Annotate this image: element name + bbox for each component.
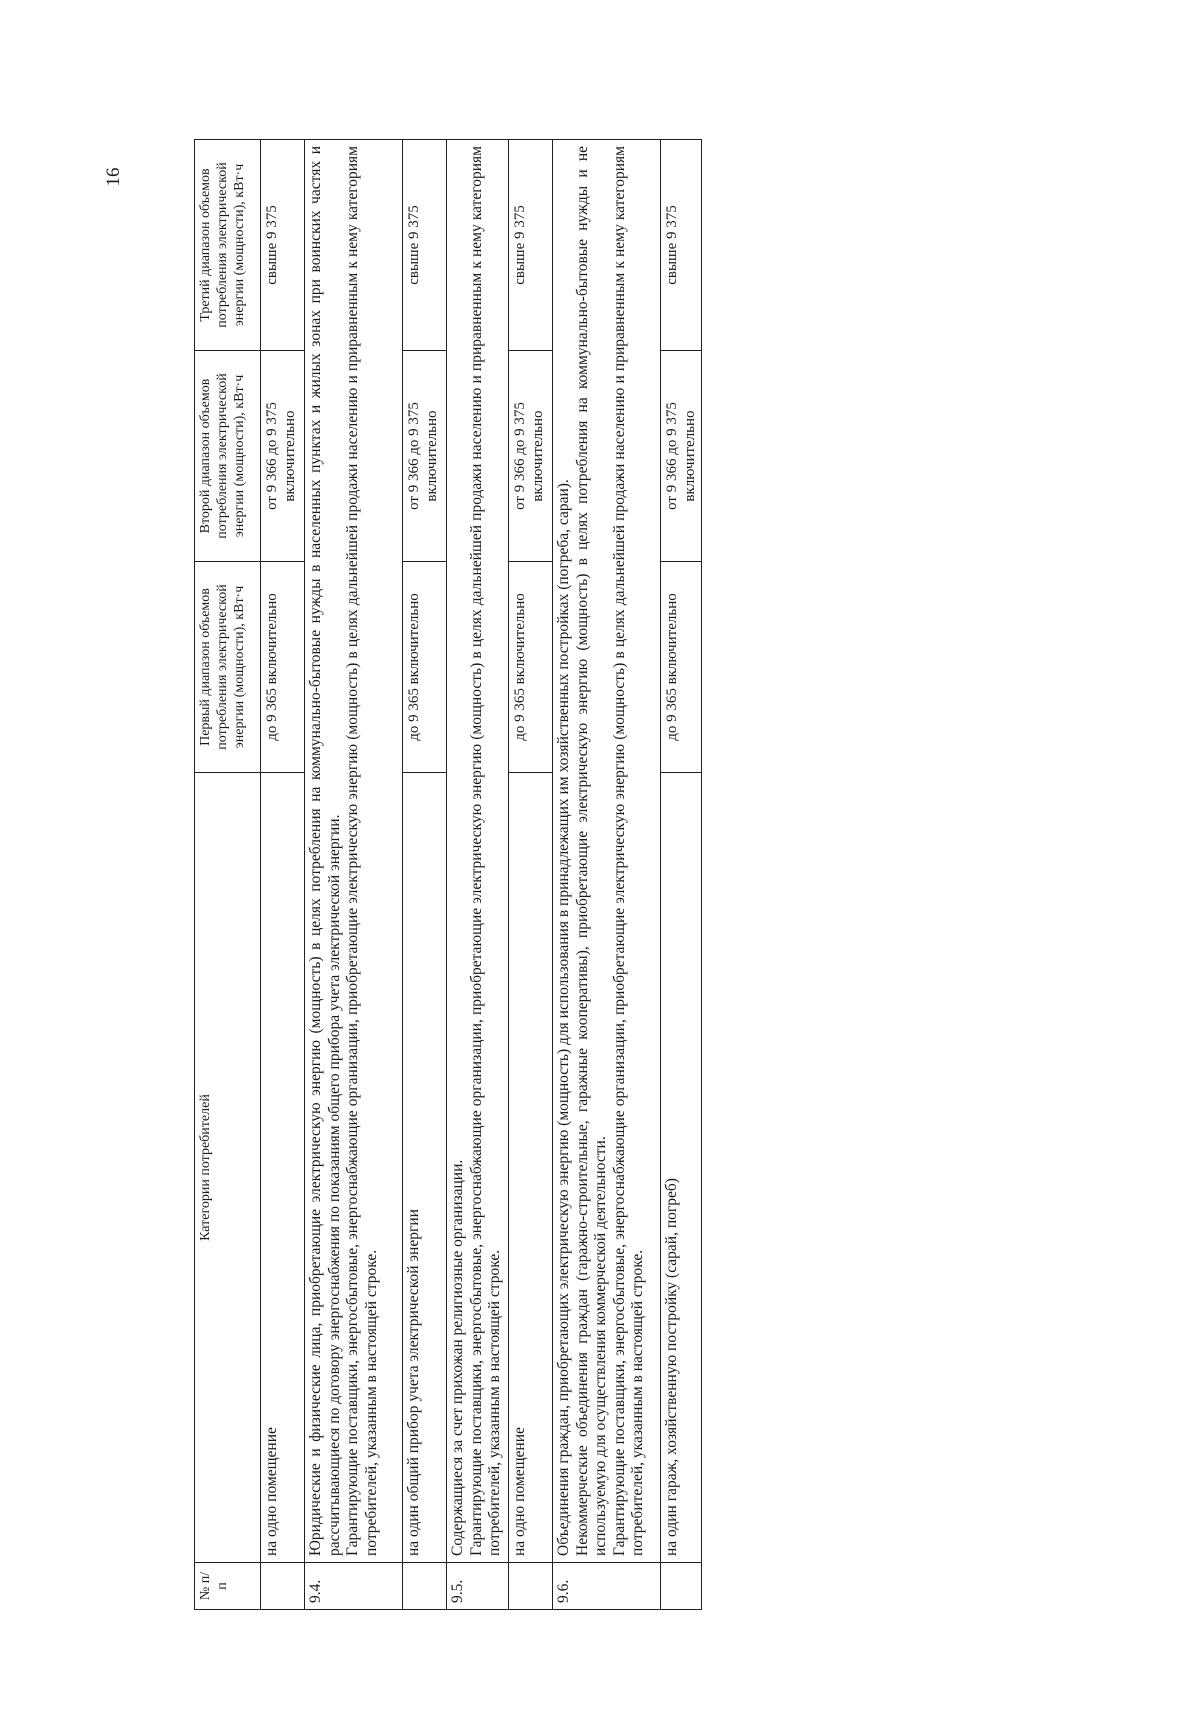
- row-category: на одно помещение: [261, 773, 305, 1563]
- row-number: [509, 1563, 553, 1610]
- description-paragraph: Объединения граждан, приобретающих электрическую энергию (мощность) для использования в принадлежащих им хозяйственных постройках (погреба, сараи).: [555, 479, 572, 1556]
- description-paragraph: Содержащиеся за счет прихожан религиозные организации.: [449, 1159, 466, 1556]
- page-number: 16: [103, 167, 124, 187]
- row-category: на один общий прибор учета электрической энергии: [403, 773, 447, 1563]
- row-description: [447, 140, 509, 1563]
- table-row: [509, 140, 553, 1610]
- third-range-value: свыше 9 375: [261, 140, 305, 351]
- table-row: [661, 140, 702, 1610]
- table-row: [261, 140, 305, 1610]
- table-row: [403, 140, 447, 1610]
- second-range-value: от 9 366 до 9 375 включительно: [509, 351, 553, 562]
- header-first-range: Первый диапазон объемов потребления электрической энергии (мощности), кВт·ч: [195, 562, 261, 773]
- table-row: [447, 140, 509, 1610]
- description-paragraph: Гарантирующие поставщики, энергосбытовые, энергоснабжающие организации, приобретающие электрическую энергию (мощность) в целях дальнейшей продажи населению и приравненным к нему категориям потребителей, указанным в настоящей строке.: [467, 146, 504, 1556]
- first-range-value: до 9 365 включительно: [261, 562, 305, 773]
- description-paragraph: Гарантирующие поставщики, энергосбытовые, энергоснабжающие организации, приобретающие электрическую энергию (мощность) в целях дальнейшей продажи населению и приравненным к нему категориям потребителей, указанным в настоящей строке.: [610, 146, 647, 1556]
- row-description: [305, 140, 403, 1563]
- second-range-value: от 9 366 до 9 375 включительно: [261, 351, 305, 562]
- header-category: Категории потребителей: [195, 773, 261, 1563]
- description-paragraph: Некоммерческие объединения граждан (гаражно-строительные, гаражные кооперативы), приобретающие электрическую энергию (мощность) в целях потребления на коммунально-бытовые нужды и не используемую для осуществления коммерческой деятельности.: [573, 146, 610, 1556]
- consumption-table: [194, 139, 702, 1610]
- third-range-value: свыше 9 375: [661, 140, 702, 351]
- row-number: [261, 1563, 305, 1610]
- description-paragraph: Юридические и физические лица, приобретающие электрическую энергию (мощность) в целях потребления на коммунально-бытовые нужды в населенных пунктах и жилых зонах при воинских частях и рассчитывающиеся по договору энергоснабжения по показаниям общего прибора учета электрической энергии.: [307, 146, 343, 1556]
- third-range-value: свыше 9 375: [403, 140, 447, 351]
- row-category: на одно помещение: [509, 773, 553, 1563]
- table-row: [305, 140, 403, 1610]
- row-number: [403, 1563, 447, 1610]
- description-paragraph: Гарантирующие поставщики, энергосбытовые, энергоснабжающие организации, приобретающие электрическую энергию (мощность) в целях дальнейшей продажи населению и приравненным к нему категориям потребителей, указанным в настоящей строке.: [344, 146, 380, 1556]
- first-range-value: до 9 365 включительно: [509, 562, 553, 773]
- second-range-value: от 9 366 до 9 375 включительно: [661, 351, 702, 562]
- row-number: 9.5.: [447, 1563, 509, 1610]
- first-range-value: до 9 365 включительно: [661, 562, 702, 773]
- row-number: [661, 1563, 702, 1610]
- row-description: [553, 140, 661, 1563]
- header-number: № п/п: [195, 1563, 261, 1610]
- header-third-range: Третий диапазон объемов потребления электрической энергии (мощности), кВт·ч: [195, 140, 261, 351]
- third-range-value: свыше 9 375: [509, 140, 553, 351]
- second-range-value: от 9 366 до 9 375 включительно: [403, 351, 447, 562]
- table-row: [553, 140, 661, 1610]
- first-range-value: до 9 365 включительно: [403, 562, 447, 773]
- row-number: 9.6.: [553, 1563, 661, 1610]
- table-header-row: [195, 140, 261, 1610]
- row-number: 9.4.: [305, 1563, 403, 1610]
- header-second-range: Второй диапазон объемов потребления электрической энергии (мощности), кВт·ч: [195, 351, 261, 562]
- rotated-table-wrapper: [194, 140, 700, 1610]
- row-category: на один гараж, хозяйственную постройку (сарай, погреб): [661, 773, 702, 1563]
